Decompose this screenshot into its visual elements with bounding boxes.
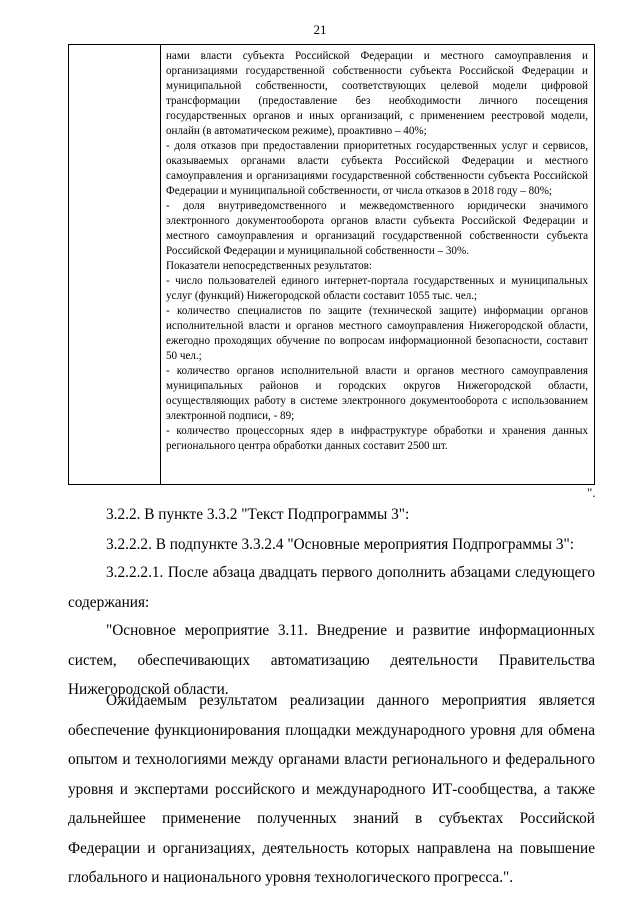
paragraph-amendment-3-2-2	[68, 500, 595, 530]
body-paragraph: Ожидаемым результатом реализации данного мероприятия является обеспечение функционирования площадки международного уровня для обмена опытом и технологиями между органами власти регионального и федерального уровня и экспертами российского и международного ИТ-сообщества, а также дальнейшее применение полученных знаний в субъектах Российской Федерации и организациях, деятельность которых направлена на повышение глобального и национального уровня технологического прогресса.".	[68, 692, 595, 886]
body-paragraph: 3.2.2. В пункте 3.3.2 "Текст Подпрограммы 3":	[106, 506, 410, 523]
table-right-cell	[161, 45, 594, 484]
body-paragraph: 3.2.2.2.1. После абзаца двадцать первого дополнить абзацами следующего содержания:	[68, 564, 595, 611]
cell-paragraph: - количество органов исполнительной власти и органов местного самоуправления муниципальных районов и городских округов Нижегородской области, осуществляющих работу в системе электронного документооборота с использованием электронной подписи, - 89;	[166, 365, 588, 422]
cell-paragraph: - доля отказов при предоставлении приоритетных государственных услуг и сервисов, оказываемых органами власти субъекта Российской Федерации и местного самоуправления и организациями государственной собственности субъекта Российской Федерации и муниципальной собственности, от числа отказов в 2018 году – 80%;	[166, 140, 588, 197]
body-paragraph: 3.2.2.2. В подпункте 3.3.2.4 "Основные мероприятия Подпрограммы 3":	[106, 536, 574, 553]
paragraph-expected-result	[68, 686, 595, 893]
cell-paragraph: - количество процессорных ядер в инфраструктуре обработки и хранения данных регионального центра обработки данных составит 2500 шт.	[166, 425, 588, 452]
table-left-cell	[69, 45, 161, 484]
cell-paragraph: - доля внутриведомственного и межведомственного юридически значимого электронного документооборота органов власти субъекта Российской Федерации и местного самоуправления и организаций государственной собственности субъекта Российской Федерации и муниципальной собственности – 30%.	[166, 200, 588, 257]
cell-paragraph: нами власти субъекта Российской Федерации и местного самоуправления и организациями государственной собственности субъекта Российской Федерации и муниципальной собственности, соответствующих целевой модели цифровой трансформации (предоставление без необходимости личного посещения государственных органов и иных организаций, с применением реестровой модели, онлайн (в автоматическом режиме), проактивно – 40%;	[166, 50, 588, 137]
paragraph-amendment-3-2-2-2	[68, 530, 595, 560]
continuation-table	[68, 44, 595, 485]
cell-paragraph: Показатели непосредственных результатов:	[166, 260, 372, 272]
table-closing-mark: ".	[587, 485, 596, 500]
cell-paragraph: - количество специалистов по защите (технической защите) информации органов исполнительной власти и органов местного самоуправления Нижегородской области, ежегодно проходящих обучение по вопросам информационной безопасности, составит 50 чел.;	[166, 305, 588, 362]
paragraph-amendment-3-2-2-2-1	[68, 558, 595, 617]
body-paragraph: "Основное мероприятие 3.11. Внедрение и развитие информационных систем, обеспечивающих автоматизацию деятельности Правительства Нижегородской области.	[68, 622, 595, 698]
cell-paragraph: - число пользователей единого интернет-портала государственных и муниципальных услуг (функций) Нижегородской области составит 1055 тыс. чел.;	[166, 275, 588, 302]
page-number: 21	[313, 22, 327, 37]
